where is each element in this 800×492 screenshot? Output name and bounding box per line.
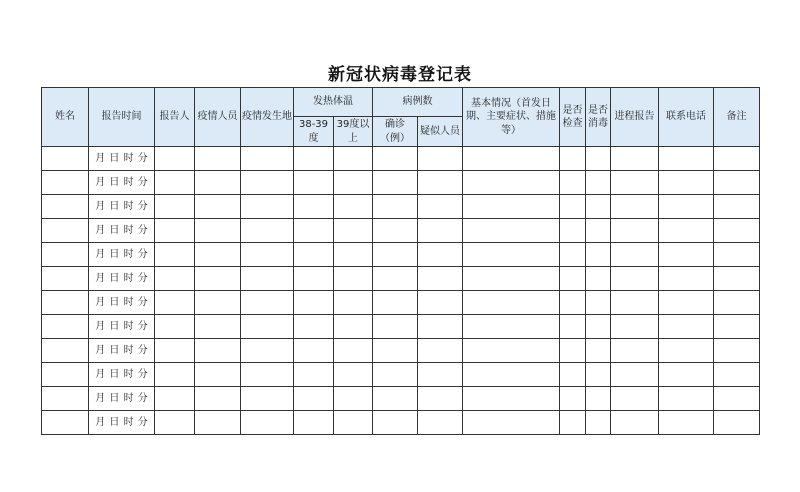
table-cell[interactable] (195, 267, 241, 291)
report-time-cell[interactable]: 月 日 时 分 (89, 387, 155, 411)
table-cell[interactable] (155, 411, 195, 435)
table-cell[interactable] (463, 339, 560, 363)
table-cell[interactable] (195, 387, 241, 411)
table-cell[interactable] (463, 243, 560, 267)
table-cell[interactable] (334, 291, 373, 315)
table-cell[interactable] (586, 363, 611, 387)
header-epidemic-place: 疫情发生地 (241, 88, 294, 147)
table-cell[interactable] (586, 243, 611, 267)
table-cell[interactable] (586, 147, 611, 171)
report-time-cell[interactable]: 月 日 时 分 (89, 315, 155, 339)
table-cell[interactable] (241, 243, 294, 267)
table-cell[interactable] (334, 315, 373, 339)
table-cell[interactable] (294, 363, 334, 387)
table-row (42, 195, 760, 219)
table-cell[interactable] (463, 315, 560, 339)
table-cell[interactable] (659, 171, 714, 195)
table-cell[interactable] (294, 171, 334, 195)
table-cell[interactable] (294, 147, 334, 171)
table-cell[interactable] (42, 315, 89, 339)
table-row (42, 339, 760, 363)
table-cell[interactable] (714, 219, 760, 243)
table-cell[interactable] (418, 243, 463, 267)
table-cell[interactable] (373, 147, 418, 171)
table-cell[interactable] (294, 219, 334, 243)
table-cell[interactable] (418, 219, 463, 243)
table-cell[interactable] (611, 315, 659, 339)
table-row (42, 243, 760, 267)
table-cell[interactable] (611, 339, 659, 363)
table-cell[interactable] (195, 171, 241, 195)
report-time-cell[interactable]: 月 日 时 分 (89, 411, 155, 435)
table-cell[interactable] (586, 195, 611, 219)
table-cell[interactable] (611, 267, 659, 291)
table-cell[interactable] (463, 219, 560, 243)
table-cell[interactable] (463, 195, 560, 219)
table-cell[interactable] (334, 147, 373, 171)
table-cell[interactable] (373, 195, 418, 219)
table-cell[interactable] (334, 411, 373, 435)
table-cell[interactable] (155, 243, 195, 267)
report-time-cell[interactable]: 月 日 时 分 (89, 267, 155, 291)
table-cell[interactable] (659, 195, 714, 219)
table-cell[interactable] (241, 147, 294, 171)
table-cell[interactable] (373, 315, 418, 339)
table-cell[interactable] (560, 315, 586, 339)
table-cell[interactable] (714, 363, 760, 387)
table-cell[interactable] (195, 315, 241, 339)
table-cell[interactable] (611, 363, 659, 387)
header-progress: 进程报告 (611, 88, 659, 147)
table-row (42, 219, 760, 243)
table-cell[interactable] (560, 219, 586, 243)
table-cell[interactable] (241, 411, 294, 435)
table-cell[interactable] (586, 291, 611, 315)
table-cell[interactable] (560, 363, 586, 387)
header-report-time: 报告时间 (89, 88, 155, 147)
table-cell[interactable] (714, 171, 760, 195)
table-cell[interactable] (195, 195, 241, 219)
table-row (42, 315, 760, 339)
table-cell[interactable] (463, 411, 560, 435)
table-cell[interactable] (241, 195, 294, 219)
table-cell[interactable] (155, 339, 195, 363)
table-cell[interactable] (418, 171, 463, 195)
table-cell[interactable] (586, 387, 611, 411)
table-cell[interactable] (195, 411, 241, 435)
table-cell[interactable] (560, 195, 586, 219)
table-row (42, 147, 760, 171)
table-cell[interactable] (42, 219, 89, 243)
table-cell[interactable] (42, 267, 89, 291)
table-cell[interactable] (294, 243, 334, 267)
table-cell[interactable] (334, 387, 373, 411)
report-time-cell[interactable]: 月 日 时 分 (89, 363, 155, 387)
table-cell[interactable] (294, 267, 334, 291)
table-cell[interactable] (418, 363, 463, 387)
table-cell[interactable] (373, 171, 418, 195)
table-cell[interactable] (611, 411, 659, 435)
table-cell[interactable] (418, 387, 463, 411)
table-cell[interactable] (334, 339, 373, 363)
table-cell[interactable] (334, 195, 373, 219)
table-cell[interactable] (241, 315, 294, 339)
table-cell[interactable] (155, 291, 195, 315)
table-cell[interactable] (155, 363, 195, 387)
header-suspected: 疑似人员 (418, 117, 463, 147)
table-cell[interactable] (373, 339, 418, 363)
table-cell[interactable] (334, 267, 373, 291)
table-cell[interactable] (659, 243, 714, 267)
table-cell[interactable] (714, 411, 760, 435)
table-cell[interactable] (155, 171, 195, 195)
table-cell[interactable] (294, 411, 334, 435)
table-cell[interactable] (586, 315, 611, 339)
table-cell[interactable] (155, 315, 195, 339)
table-cell[interactable] (586, 411, 611, 435)
table-cell[interactable] (155, 147, 195, 171)
table-cell[interactable] (659, 147, 714, 171)
table-cell[interactable] (42, 387, 89, 411)
table-cell[interactable] (463, 147, 560, 171)
table-cell[interactable] (560, 291, 586, 315)
table-row (42, 171, 760, 195)
table-cell[interactable] (560, 411, 586, 435)
table-cell[interactable] (560, 171, 586, 195)
table-cell[interactable] (334, 219, 373, 243)
table-cell[interactable] (659, 363, 714, 387)
table-cell[interactable] (418, 315, 463, 339)
header-confirmed: 确诊（例） (373, 117, 418, 147)
header-epidemic-person: 疫情人员 (195, 88, 241, 147)
table-cell[interactable] (294, 315, 334, 339)
table-cell[interactable] (659, 315, 714, 339)
table-cell[interactable] (373, 243, 418, 267)
table-cell[interactable] (611, 243, 659, 267)
table-cell[interactable] (659, 339, 714, 363)
report-time-cell[interactable]: 月 日 时 分 (89, 219, 155, 243)
table-cell[interactable] (714, 291, 760, 315)
table-cell[interactable] (195, 363, 241, 387)
report-time-cell[interactable]: 月 日 时 分 (89, 195, 155, 219)
table-cell[interactable] (586, 171, 611, 195)
table-cell[interactable] (714, 243, 760, 267)
report-time-cell[interactable]: 月 日 时 分 (89, 171, 155, 195)
table-cell[interactable] (659, 387, 714, 411)
table-cell[interactable] (714, 387, 760, 411)
table-cell[interactable] (560, 243, 586, 267)
table-header (42, 88, 760, 147)
table-cell[interactable] (714, 315, 760, 339)
table-cell[interactable] (463, 291, 560, 315)
table-cell[interactable] (418, 267, 463, 291)
table-cell[interactable] (334, 171, 373, 195)
table-cell[interactable] (418, 411, 463, 435)
report-time-cell[interactable]: 月 日 时 分 (89, 291, 155, 315)
header-note: 备注 (714, 88, 760, 147)
table-cell[interactable] (241, 363, 294, 387)
table-cell[interactable] (155, 387, 195, 411)
table-cell[interactable] (611, 219, 659, 243)
header-basic-info: 基本情况（首发日期、主要症状、措施等） (463, 88, 560, 147)
table-cell[interactable] (42, 411, 89, 435)
header-fever: 发热体温 (294, 88, 373, 117)
table-cell[interactable] (195, 147, 241, 171)
table-cell[interactable] (463, 267, 560, 291)
table-row (42, 363, 760, 387)
table-cell[interactable] (334, 243, 373, 267)
table-cell[interactable] (560, 387, 586, 411)
table-cell[interactable] (611, 171, 659, 195)
table-cell[interactable] (373, 363, 418, 387)
table-cell[interactable] (373, 387, 418, 411)
header-reporter: 报告人 (155, 88, 195, 147)
table-cell[interactable] (659, 291, 714, 315)
table-cell[interactable] (42, 243, 89, 267)
table-cell[interactable] (418, 147, 463, 171)
table-cell[interactable] (611, 387, 659, 411)
table-cell[interactable] (42, 291, 89, 315)
table-cell[interactable] (463, 171, 560, 195)
table-cell[interactable] (560, 267, 586, 291)
table-cell[interactable] (155, 195, 195, 219)
table-row (42, 291, 760, 315)
table-cell[interactable] (241, 387, 294, 411)
header-cases: 病例数 (373, 88, 463, 117)
table-cell[interactable] (155, 219, 195, 243)
table-cell[interactable] (611, 291, 659, 315)
table-cell[interactable] (42, 147, 89, 171)
table-cell[interactable] (714, 267, 760, 291)
table-cell[interactable] (241, 339, 294, 363)
table-cell[interactable] (560, 339, 586, 363)
table-cell[interactable] (560, 147, 586, 171)
table-body (42, 147, 760, 435)
table-row (42, 387, 760, 411)
table-cell[interactable] (42, 195, 89, 219)
report-time-cell[interactable]: 月 日 时 分 (89, 243, 155, 267)
table-cell[interactable] (241, 171, 294, 195)
table-cell[interactable] (418, 339, 463, 363)
table-cell[interactable] (714, 147, 760, 171)
table-cell[interactable] (42, 363, 89, 387)
table-cell[interactable] (241, 219, 294, 243)
table-cell[interactable] (294, 195, 334, 219)
page-title: 新冠状病毒登记表 (328, 65, 472, 85)
table-cell[interactable] (241, 267, 294, 291)
table-cell[interactable] (714, 195, 760, 219)
table-cell[interactable] (611, 147, 659, 171)
table-cell[interactable] (195, 339, 241, 363)
table-cell[interactable] (463, 363, 560, 387)
table-cell[interactable] (373, 267, 418, 291)
header-fever-over-39: 39度以上 (334, 117, 373, 147)
table-cell[interactable] (155, 267, 195, 291)
header-name: 姓名 (42, 88, 89, 147)
header-fever-38-39: 38-39度 (294, 117, 334, 147)
table-cell[interactable] (373, 291, 418, 315)
header-disinfected: 是否消毒 (586, 88, 611, 147)
table-cell[interactable] (659, 219, 714, 243)
table-cell[interactable] (294, 387, 334, 411)
table-cell[interactable] (195, 219, 241, 243)
table-cell[interactable] (714, 339, 760, 363)
table-cell[interactable] (195, 243, 241, 267)
header-checked: 是否检查 (560, 88, 586, 147)
table-cell[interactable] (586, 267, 611, 291)
table-cell[interactable] (42, 171, 89, 195)
table-cell[interactable] (42, 339, 89, 363)
table-cell[interactable] (586, 339, 611, 363)
report-time-cell[interactable]: 月 日 时 分 (89, 147, 155, 171)
registration-table (41, 87, 760, 435)
table-cell[interactable] (373, 219, 418, 243)
report-time-cell[interactable]: 月 日 时 分 (89, 339, 155, 363)
table-cell[interactable] (294, 339, 334, 363)
table-cell[interactable] (195, 291, 241, 315)
table-row (42, 411, 760, 435)
header-phone: 联系电话 (659, 88, 714, 147)
table-cell[interactable] (659, 411, 714, 435)
table-cell[interactable] (463, 387, 560, 411)
table-row (42, 267, 760, 291)
table-cell[interactable] (611, 195, 659, 219)
table-cell[interactable] (373, 411, 418, 435)
table-cell[interactable] (241, 291, 294, 315)
table-cell[interactable] (334, 363, 373, 387)
table-cell[interactable] (659, 267, 714, 291)
table-cell[interactable] (294, 291, 334, 315)
table-cell[interactable] (418, 195, 463, 219)
table-cell[interactable] (418, 291, 463, 315)
table-cell[interactable] (586, 219, 611, 243)
